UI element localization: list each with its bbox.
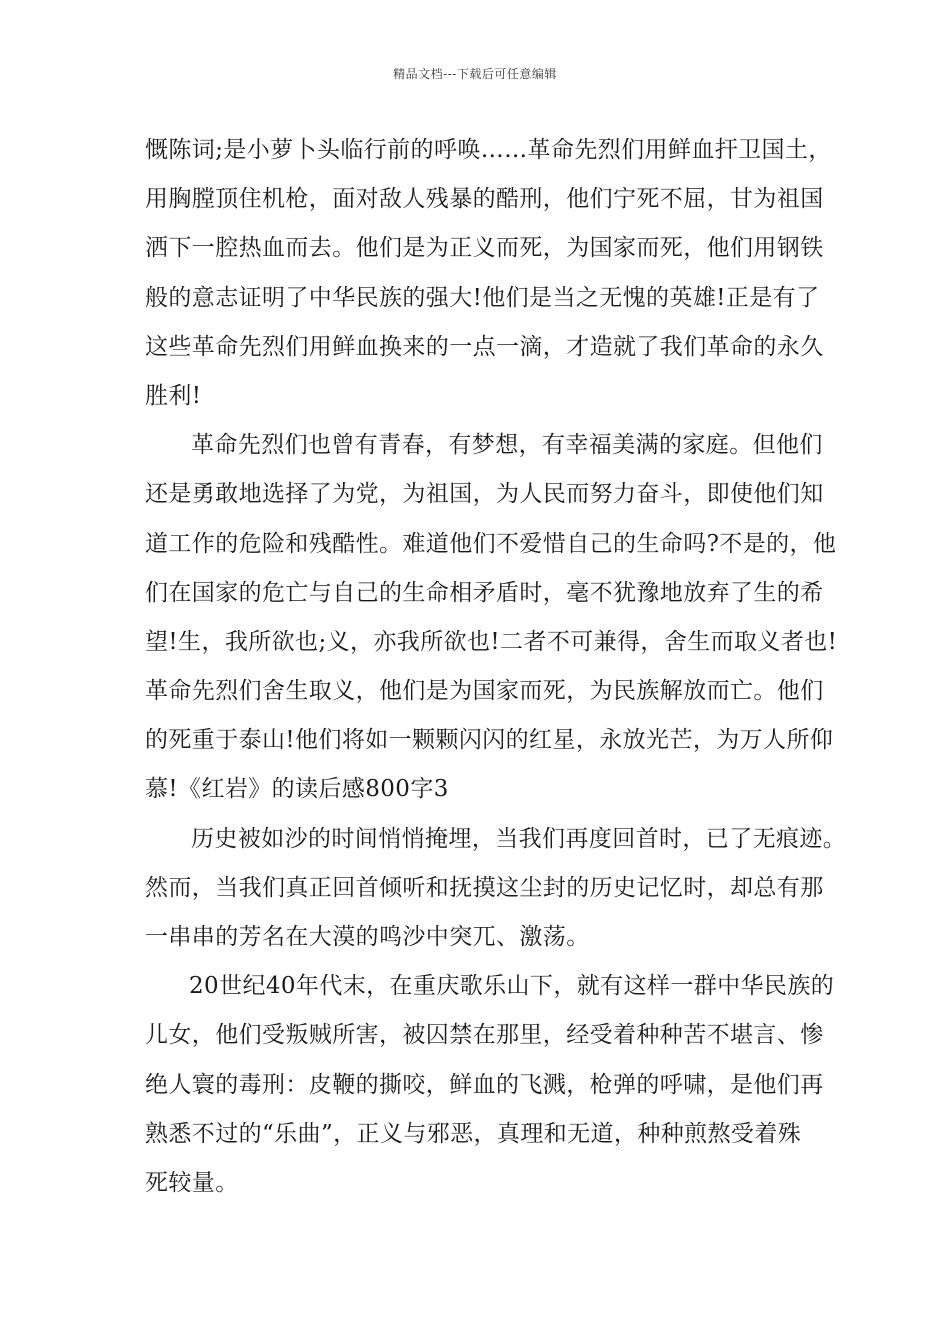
text-line: 然而，当我们真正回首倾听和抚摸这尘封的历史记忆时，却总有那 [145, 874, 824, 901]
text-line: 的死重于泰山!他们将如一颗颗闪闪的红星，永放光芒，为万人所仰 [145, 727, 834, 754]
text-line: 绝人寰的毒刑：皮鞭的撕咬，鲜血的飞溅，枪弹的呼啸，是他们再 [145, 1071, 824, 1098]
text-line: 望!生，我所欲也;义，亦我所欲也!二者不可兼得，舍生而取义者也! [145, 628, 838, 655]
text-line: 这些革命先烈们用鲜血换来的一点一滴，才造就了我们革命的永久 [145, 333, 824, 360]
page-header: 精品文档---下载后可任意编辑 [393, 67, 557, 81]
text-line: 胜利! [145, 382, 202, 409]
text-line: 慕!《红岩》的读后感800字3 [145, 776, 449, 803]
text-line: 般的意志证明了中华民族的强大!他们是当之无愧的英雄!正是有了 [145, 284, 820, 311]
text-line: 用胸膛顶住机枪，面对敌人残暴的酷刑，他们宁死不屈，甘为祖国 [145, 186, 824, 213]
text-line: 慨陈词;是小萝卜头临行前的呼唤……革命先烈们用鲜血扞卫国土， [145, 137, 832, 163]
text-line: 还是勇敢地选择了为党，为祖国，为人民而努力奋斗，即使他们知 [145, 481, 824, 508]
text-line: 熟悉不过的“乐曲”，正义与邪恶，真理和无道，种种煎熬受着殊 [145, 1120, 802, 1147]
text-line: 洒下一腔热血而去。他们是为正义而死，为国家而死，他们用钢铁 [145, 235, 824, 262]
text-line: 死较量。 [145, 1169, 239, 1196]
text-line: 们在国家的危亡与自己的生命相矛盾时，毫不犹豫地放弃了生的希 [145, 579, 824, 606]
paragraph-first-line: 历史被如沙的时间悄悄掩埋，当我们再度回首时，已了无痕迹。 [191, 825, 847, 852]
paragraph-first-line: 20世纪40年代末，在重庆歌乐山下，就有这样一群中华民族的 [189, 973, 835, 1000]
text-line: 一串串的芳名在大漠的鸣沙中突兀、激荡。 [145, 924, 590, 950]
document-body [145, 126, 847, 1208]
text-line: 儿女，他们受叛贼所害，被囚禁在那里，经受着种种苦不堪言、惨 [145, 1022, 824, 1049]
paragraph-first-line: 革命先烈们也曾有青春，有梦想，有幸福美满的家庭。但他们 [191, 432, 823, 459]
text-line: 道工作的危险和残酷性。难道他们不爱惜自己的生命吗?不是的，他 [145, 530, 837, 557]
text-line: 革命先烈们舍生取义，他们是为国家而死，为民族解放而亡。他们 [145, 678, 824, 705]
